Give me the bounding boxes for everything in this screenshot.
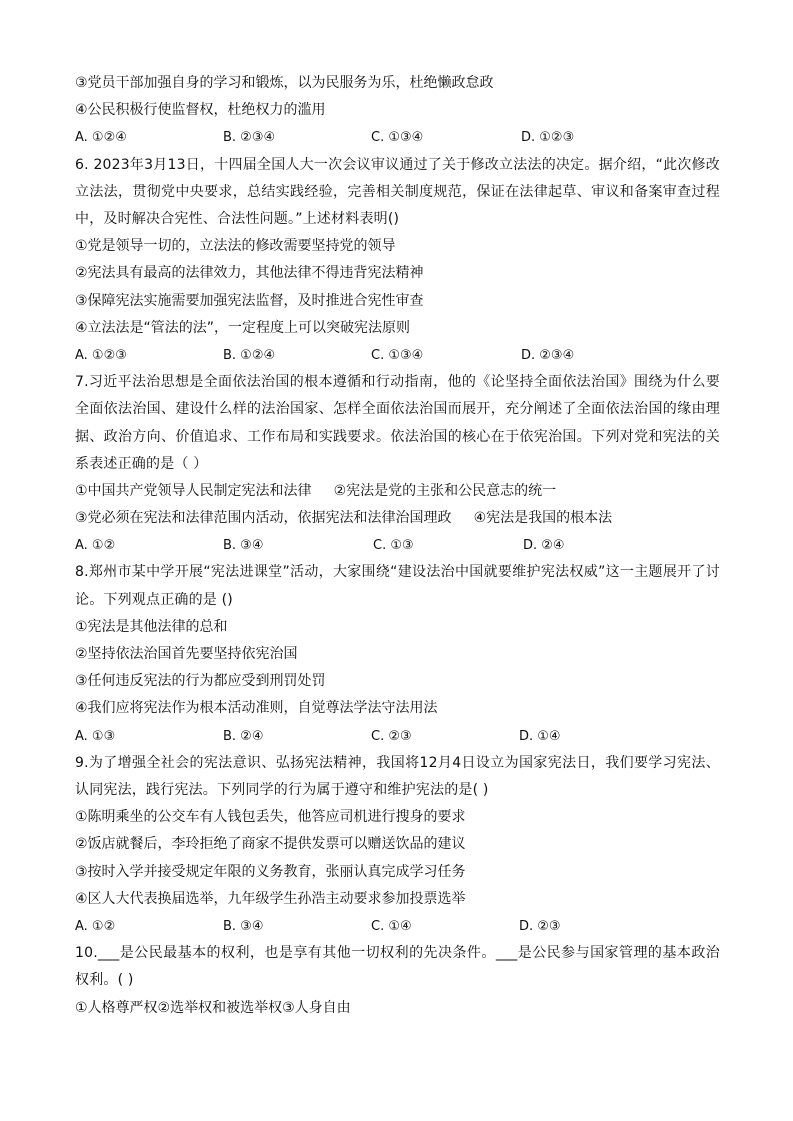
q6-statement-1: ①党是领导一切的，立法法的修改需要坚持党的领导 [75, 238, 396, 255]
exam-page [75, 70, 720, 1022]
q5-options [75, 124, 720, 151]
q5-option-b: B. ②③④ [223, 130, 276, 146]
q7-option-a: A. ①② [75, 538, 116, 554]
q8-statement-3: ③任何违反宪法的行为都应受到刑罚处罚 [75, 673, 326, 690]
q5-option-a: A. ①②④ [75, 130, 127, 146]
q8-statement-1: ①宪法是其他法律的总和 [75, 618, 228, 635]
q8-option-c: C. ②③ [371, 728, 412, 744]
q7-statement-4: ④宪法是我国的根本法 [473, 510, 613, 527]
q6-statement-3: ③保障宪法实施需要加强宪法监督，及时推进合宪性审查 [75, 292, 424, 309]
q9-statement-2: ②饭店就餐后，李玲拒绝了商家不提供发票可以赠送饮品的建议 [75, 836, 466, 853]
q10-statement-1: ①人格尊严权②选举权和被选举权③人身自由 [75, 999, 351, 1016]
q6-statement-2: ②宪法具有最高的法律效力，其他法律不得违背宪法精神 [75, 265, 424, 282]
q5-option-d: D. ①②③ [521, 130, 575, 146]
q7-option-b: B. ③④ [223, 538, 264, 554]
q9-stem: 9.为了增强全社会的宪法意识、弘扬宪法精神，我国将12月4日设立为国家宪法日，我们要学习宪法、认同宪法，践行宪法。下列同学的行为属于遵守和维护宪法的是( ) [75, 754, 720, 799]
q6-option-d: D. ②③④ [521, 347, 575, 363]
q6-option-b: B. ①②④ [223, 347, 276, 363]
q6-options [75, 342, 720, 369]
q8-stem: 8.郑州市某中学开展“宪法进课堂”活动，大家围绕“建设法治中国就要维护宪法权威”这一主题展开了讨论。下列观点正确的是 () [75, 564, 720, 608]
q6-statement-4: ④立法法是“管法的法”，一定程度上可以突破宪法原则 [75, 319, 411, 336]
q5-option-c: C. ①③④ [371, 130, 424, 146]
q7-option-c: C. ①③ [373, 538, 414, 554]
q9-option-a: A. ①② [75, 918, 116, 934]
q9-option-c: C. ①④ [371, 918, 412, 934]
q7-statements-row-1 [75, 478, 720, 505]
q8-options [75, 723, 720, 750]
q7-option-d: D. ②④ [523, 538, 565, 554]
q10-stem: 10.___是公民最基本的权利，也是享有其他一切权利的先决条件。___是公民参与国家管理的基本政治权利。( ) [75, 945, 720, 989]
q6-option-a: A. ①②③ [75, 347, 127, 363]
q9-statement-3: ③按时入学并接受规定年限的义务教育，张丽认真完成学习任务 [75, 863, 466, 880]
q8-option-a: A. ①③ [75, 728, 116, 744]
q8-statement-4: ④我们应将宪法作为根本活动准则，自觉尊法学法守法用法 [75, 700, 438, 717]
q9-options [75, 913, 720, 940]
q5-statement-3: ③党员干部加强自身的学习和锻炼，以为民服务为乐，杜绝懒政怠政 [75, 75, 494, 91]
q9-statement-4: ④区人大代表换届选举，九年级学生孙浩主动要求参加投票选举 [75, 890, 466, 907]
q6-stem: 6. 2023年3月13日，十四届全国人大一次会议审议通过了关于修改立法法的决定。据介绍，“此次修改立法法，贯彻党中央要求，总结实践经验，完善相关制度规范，保证在法律起草、审议和备案审查过程中，及时解决合宪性、合法性问题。”上述材料表明() [75, 156, 720, 227]
q8-statement-2: ②坚持依法治国首先要坚持依宪治国 [75, 646, 298, 663]
q7-statement-1: ①中国共产党领导人民制定宪法和法律 [75, 482, 312, 499]
q6-option-c: C. ①③④ [371, 347, 424, 363]
q9-option-d: D. ②③ [519, 918, 561, 934]
q7-options [75, 532, 720, 559]
q7-statement-2: ②宪法是党的主张和公民意志的统一 [333, 482, 557, 499]
q7-stem: 7.习近平法治思想是全面依法治国的根本遵循和行动指南，他的《论坚持全面依法治国》围绕为什么要全面依法治国、建设什么样的法治国家、怎样全面依法治国而展开，充分阐述了全面依法治国的缘由理据、政治方向、价值追求、工作布局和实践要求。依法治国的核心在于依宪治国。下列对党和宪法的关系表述正确的是（ ） [75, 374, 720, 472]
q7-statements-row-2 [75, 505, 720, 532]
q5-statement-4: ④公民积极行使监督权，杜绝权力的滥用 [75, 102, 326, 119]
q8-option-b: B. ②④ [223, 728, 264, 744]
q9-statement-1: ①陈明乘坐的公交车有人钱包丢失，他答应司机进行搜身的要求 [75, 809, 466, 826]
q8-option-d: D. ①④ [519, 728, 561, 744]
q9-option-b: B. ③④ [223, 918, 264, 934]
q7-statement-3: ③党必须在宪法和法律范围内活动，依据宪法和法律治国理政 [75, 510, 452, 527]
